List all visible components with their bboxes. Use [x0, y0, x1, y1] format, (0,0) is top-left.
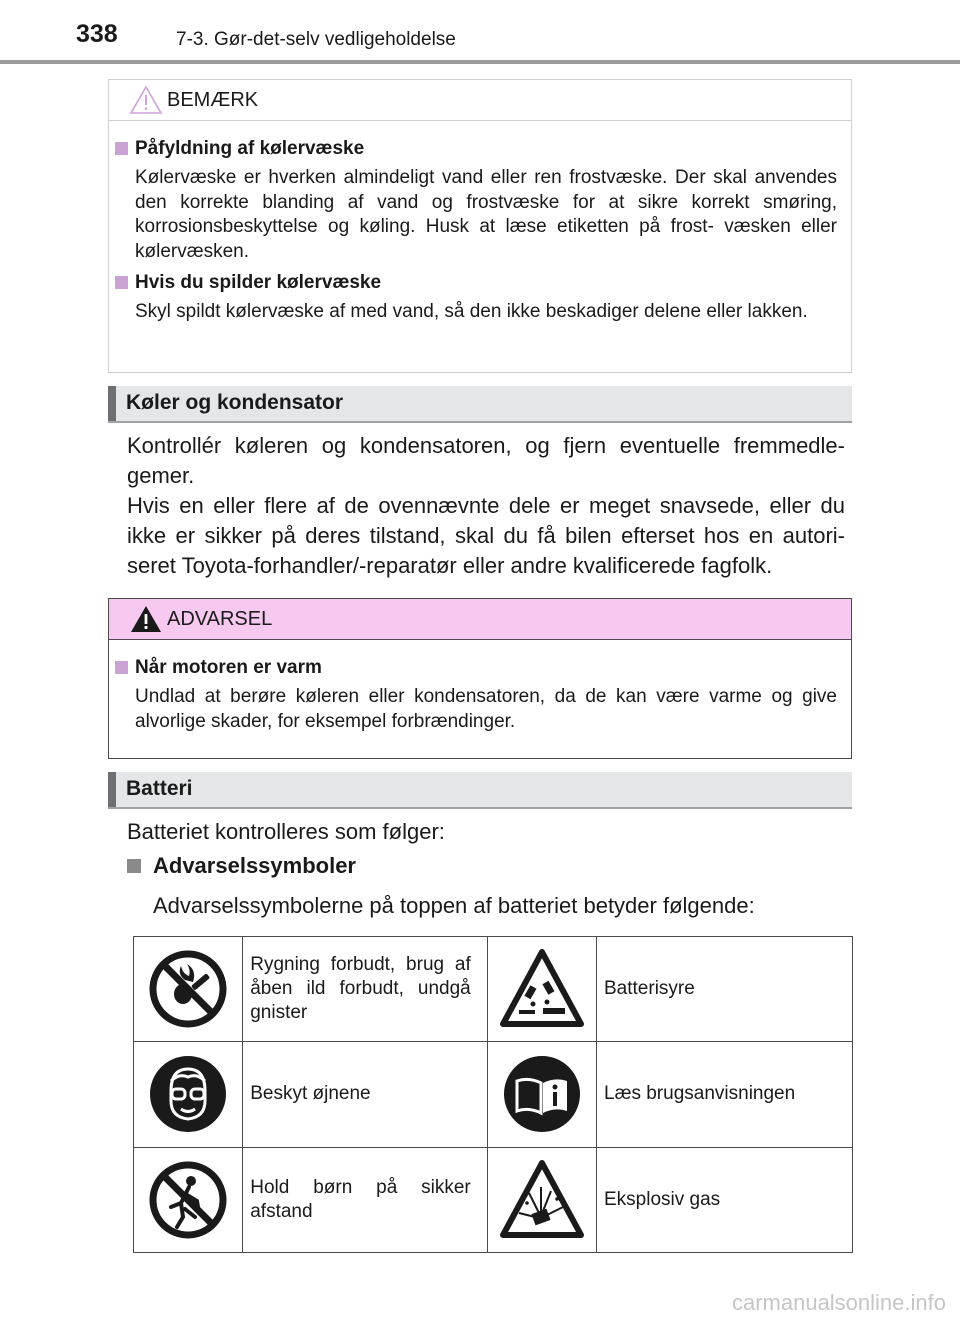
band-accent-bar: [108, 386, 116, 422]
keep-children-away-icon: [145, 1157, 231, 1243]
bullet-square-icon: [115, 142, 128, 155]
warning-symbols-table: [133, 936, 853, 1253]
eye-protection-icon: [145, 1051, 231, 1137]
radiator-heading: Køler og kondensator: [126, 391, 344, 414]
note-item-text: Skyl spildt kølervæske af med vand, så den ikke beskadiger delene eller lakken.: [135, 301, 808, 322]
watermark: carmanualsonline.info: [731, 1290, 946, 1315]
warning-item-title: Når motoren er varm: [115, 657, 837, 679]
note-item-text: Kølervæske er hverken almindeligt vand eller ren frostvæske. Der skal anvendes den korrekte blanding af vand og frostvæske for at sikre korrekt smøring, korrosionsbeskyttelse og køling. Husk at læse etiketten på frost- væsken eller kølervæsken.: [135, 167, 837, 262]
battery-heading: Batteri: [126, 777, 193, 800]
note-item-title: Hvis du spilder kølervæske: [115, 272, 837, 294]
warning-label: ADVARSEL: [167, 608, 273, 630]
band-accent-bar: [108, 772, 116, 808]
section-title: 7-3. Gør-det-selv vedligeholdelse: [176, 29, 456, 50]
note-item: [115, 272, 837, 325]
no-smoking-icon: [145, 946, 231, 1032]
note-item: [115, 138, 837, 264]
warning-item: [115, 657, 837, 734]
bullet-square-icon: [115, 276, 128, 289]
battery-intro: Batteriet kontrolleres som følger:: [127, 819, 445, 844]
symbol-label: Rygning forbudt, brug af åben ild forbudt, undgå gnister: [243, 937, 488, 1042]
band-rule: [108, 807, 852, 809]
read-manual-icon: [499, 1051, 585, 1137]
battery-acid-icon: [499, 946, 585, 1032]
note-item-title: Påfyldning af kølervæske: [115, 138, 837, 160]
header-divider: [0, 60, 960, 64]
page-header: [0, 0, 960, 64]
warning-item-text: Undlad at berøre køleren eller kondensatoren, da de kan være varme og give alvorlige skader, for eksempel forbrændinger.: [135, 686, 837, 732]
symbol-label: Læs brugsanvisningen: [597, 1042, 853, 1147]
note-box: [108, 79, 852, 373]
table-row: [134, 937, 853, 1042]
table-row: [134, 1042, 853, 1147]
symbol-label: Eksplosiv gas: [597, 1147, 853, 1252]
note-label: BEMÆRK: [167, 89, 259, 111]
symbol-label: Batterisyre: [597, 937, 853, 1042]
symbol-label: Beskyt øjnene: [243, 1042, 488, 1147]
table-row: [134, 1147, 853, 1252]
section-band-battery: [108, 772, 852, 808]
page-number: 338: [76, 20, 118, 48]
battery-sub-text: Advarselssymbolerne på toppen af batteriet betyder følgende:: [153, 893, 755, 918]
section-band-radiator: [108, 386, 852, 422]
warning-box-header: [109, 599, 851, 640]
explosive-gas-icon: [499, 1157, 585, 1243]
caution-outline-icon: [129, 85, 163, 115]
symbol-label: Hold børn på sikker afstand: [243, 1147, 488, 1252]
note-box-header: [109, 80, 851, 121]
bullet-square-icon: [127, 859, 141, 873]
band-rule: [108, 421, 852, 423]
radiator-paragraph-2: Hvis en eller flere af de ovennævnte dele er meget snavsede, eller du ikke er sikker på deres tilstand, skal du få bilen efterset hos en autori- seret Toyota-forhandler/-reparatør eller andre kvalificerede fagfolk.: [127, 493, 845, 578]
bullet-square-icon: [115, 661, 128, 674]
radiator-paragraph-1: Kontrollér køleren og kondensatoren, og fjern eventuelle fremmedle- gemer.: [127, 433, 845, 488]
warning-triangle-icon: [129, 604, 163, 634]
warning-box: [108, 598, 852, 759]
battery-subheading: Advarselssymboler: [127, 853, 356, 879]
